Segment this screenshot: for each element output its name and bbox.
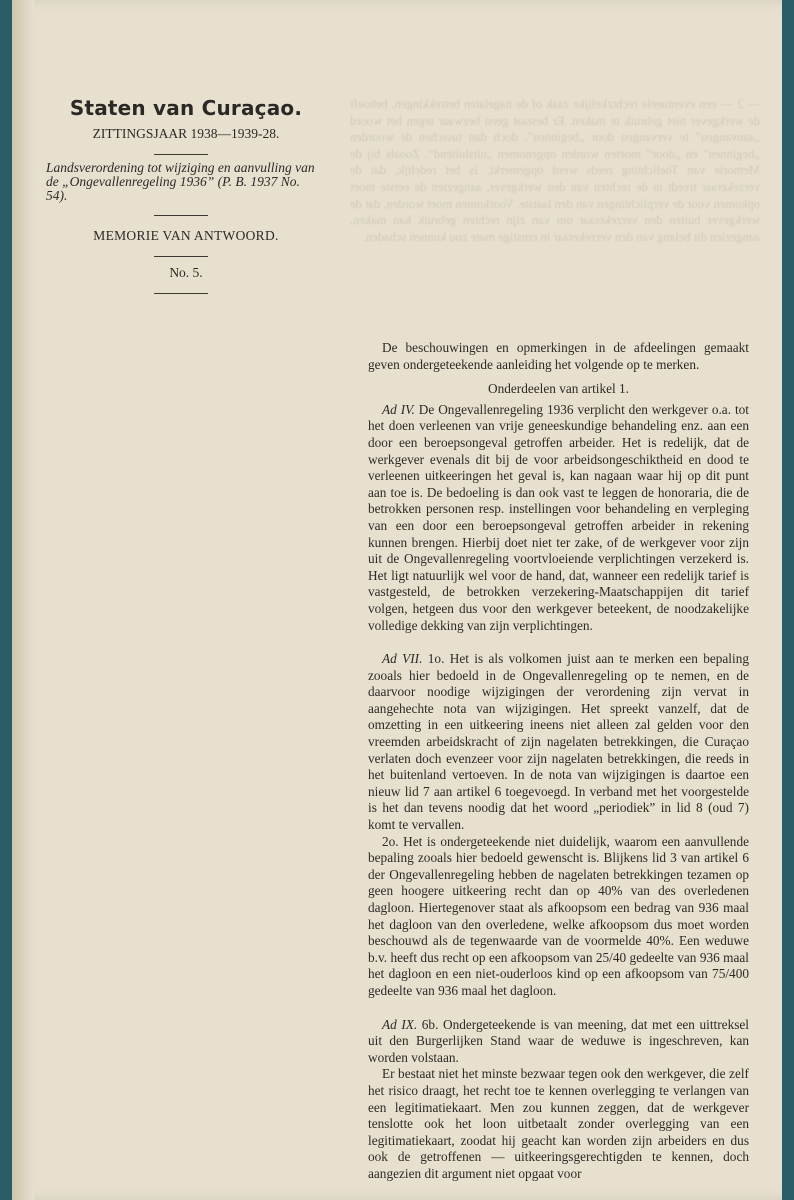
document-number: No. 5. — [169, 265, 203, 280]
subject-line: Landsverordening tot wijziging en aanvulling van de „Ongevallenregeling 1936” (P. B. 1937 No. 54). — [46, 160, 315, 203]
document-header — [46, 96, 316, 294]
ad-ix-paragraph — [368, 1017, 749, 1067]
ad-ix-second-paragraph: Er bestaat niet het minste bezwaar tegen ook den werkgever, die zelf het risico draagt, het recht toe te kennen overlegging te verlangen van een legitimatiekaart. Men zou kunnen zeggen, dat de werkgever tenslotte ook het loon uitbetaalt zonder overlegging van een legitimatiekaart, zoodat hij geacht kan worden zijn arbeiders en dus ook de getroffenen — uitkeeringsgerechtigden te kennen, doch aangezien dit argument niet opgaat voor — [368, 1066, 749, 1181]
ad-vii-text: 1o. Het is als volkomen juist aan te merken een bepaling zooals hier bedoeld in de Ongevallenregeling op te nemen, en de daarvoor noodige wijzigingen der verordening zijn vervat in aangehechte nota van wijzigingen. Het spreekt vanzelf, dat de omzetting in een uitkeering ineens niet alleen zal gelden voor den vreemden arbeidskracht of zijn nagelaten betrekkingen, die Curaçao verlaten doch evenzeer voor zijn nagelaten betrekkingen, die reeds in het buitenland vertoeven. In de nota van wijzigingen is daartoe een nieuw lid 7 aan artikel 6 toegevoegd. In verband met het voorgestelde is het dan tevens noodig dat het woord „periodiek” in lid 8 (oud 7) komt te vervallen. — [368, 651, 749, 833]
section-heading: Onderdeelen van artikel 1. — [487, 381, 630, 397]
document-page — [12, 0, 782, 1200]
document-body — [368, 340, 749, 1183]
header-rule — [154, 154, 208, 155]
memorie-heading: MEMORIE VAN ANTWOORD. — [93, 228, 279, 243]
subject-rule — [154, 215, 208, 216]
intro-paragraph: De beschouwingen en opmerkingen in de afdeelingen gemaakt geven ondergeteekende aanleiding het volgende op te merken. — [368, 340, 749, 372]
ad-vii-2o-paragraph: 2o. Het is ondergeteekende niet duidelijk, waarom een aanvullende bepaling zooals hier bedoeld gewenscht is. Blijkens lid 3 van artikel 6 der Ongevallenregeling hebben de nagelaten betrekkingen tezamen op geen hoogere uitkeering recht dan op 40% van des overledenen dagloon. Hiertegenover staat als afkoopsom een bedrag van 936 maal het dagloon van den overledene, welke afkoopsom dus moet worden beschouwd als de tegenwaarde van de voormelde 40%. Een weduwe b.v. heeft dus recht op een afkoopsom van 25/40 gedeelte van 936 maal het dagloon en een niet-ouderloos kind op een afkoopsom van 75/400 gedeelte van 936 maal het dagloon. — [368, 833, 749, 998]
ad-vii-paragraph — [368, 651, 749, 834]
memorie-rule — [154, 256, 208, 257]
ad-vii-label: Ad VII. — [382, 651, 423, 667]
number-rule — [154, 293, 208, 294]
document-title: Staten van Curaçao. — [69, 96, 303, 120]
page-binding-shadow — [12, 0, 34, 1200]
ad-ix-label: Ad IX. — [382, 1016, 418, 1032]
ad-iv-paragraph — [368, 402, 749, 634]
ad-ix-text: 6b. Ondergeteekende is van meening, dat met een uittreksel uit den Burgerlijken Stand waar de weduwe is ingeschreven, kan worden volstaan. — [368, 1016, 749, 1065]
bleed-through-paragraph: — 2 — een eventueele rechtzkelijke zaak of de nagelaten betrekkingen, behoeft de werkgever niet gebruik te maken. Er bestaat geen bezwaar tegen het woord „aanvangen” te vervangen door „beginnen”, doch dan tusschen de woorden „beginnen” en „door” moeten worden opgenomen „uitsluitend”. Zooals bij de Memorie van Toelichting reeds werd opgemerkt, is het redelijk, dat de verzekeraar treedt in de rechten van den werkgever, aangezien de eerste moet opkomen voor de verplichtingen van den laatste. Voorkomen moet worden, dat de werkgever buiten den verzekeraar om van zijn rechten gebruik kan maken, aangezien dit belang van den verzekeraar in ernstige mate zou kunnen schaden. — [350, 97, 760, 244]
ad-iv-label: Ad IV. — [382, 401, 415, 417]
ad-iv-text: De Ongevallenregeling 1936 verplicht den werkgever o.a. tot het doen verleenen van vrije geneeskundige behandeling enz. aan een door een beroepsongeval getroffen arbeider. Het is redelijk, dat de werkgever evenals dit bij de voor arbeidsongeschiktheid en dood te verleenen uitkeeringen het geval is, kan nagaan waar hij op dit punt aan toe is. De bedoeling is dan ook vast te leggen de honoraria, die de betrokken personen resp. instellingen voor behandeling en verpleging van een door een beroepsongeval getroffen arbeider in rekening kunnen brengen. Hierbij doet niet ter zake, of de werkgever voor zijn uit de Ongevallenregeling voortvloeiende verplichtingen verzekerd is. Het ligt natuurlijk wel voor de hand, dat, wanneer een redelijk tarief is vastgesteld, de betrokken verzekering-Maatschappijen dit tarief volgen, hetgeen dus voor den werkgever beteekent, de noodzakelijke volledige dekking van zijn verplichtingen. — [368, 401, 749, 633]
session-line: ZITTINGSJAAR 1938—1939-28. — [92, 126, 280, 141]
bleed-through-text — [350, 96, 760, 306]
